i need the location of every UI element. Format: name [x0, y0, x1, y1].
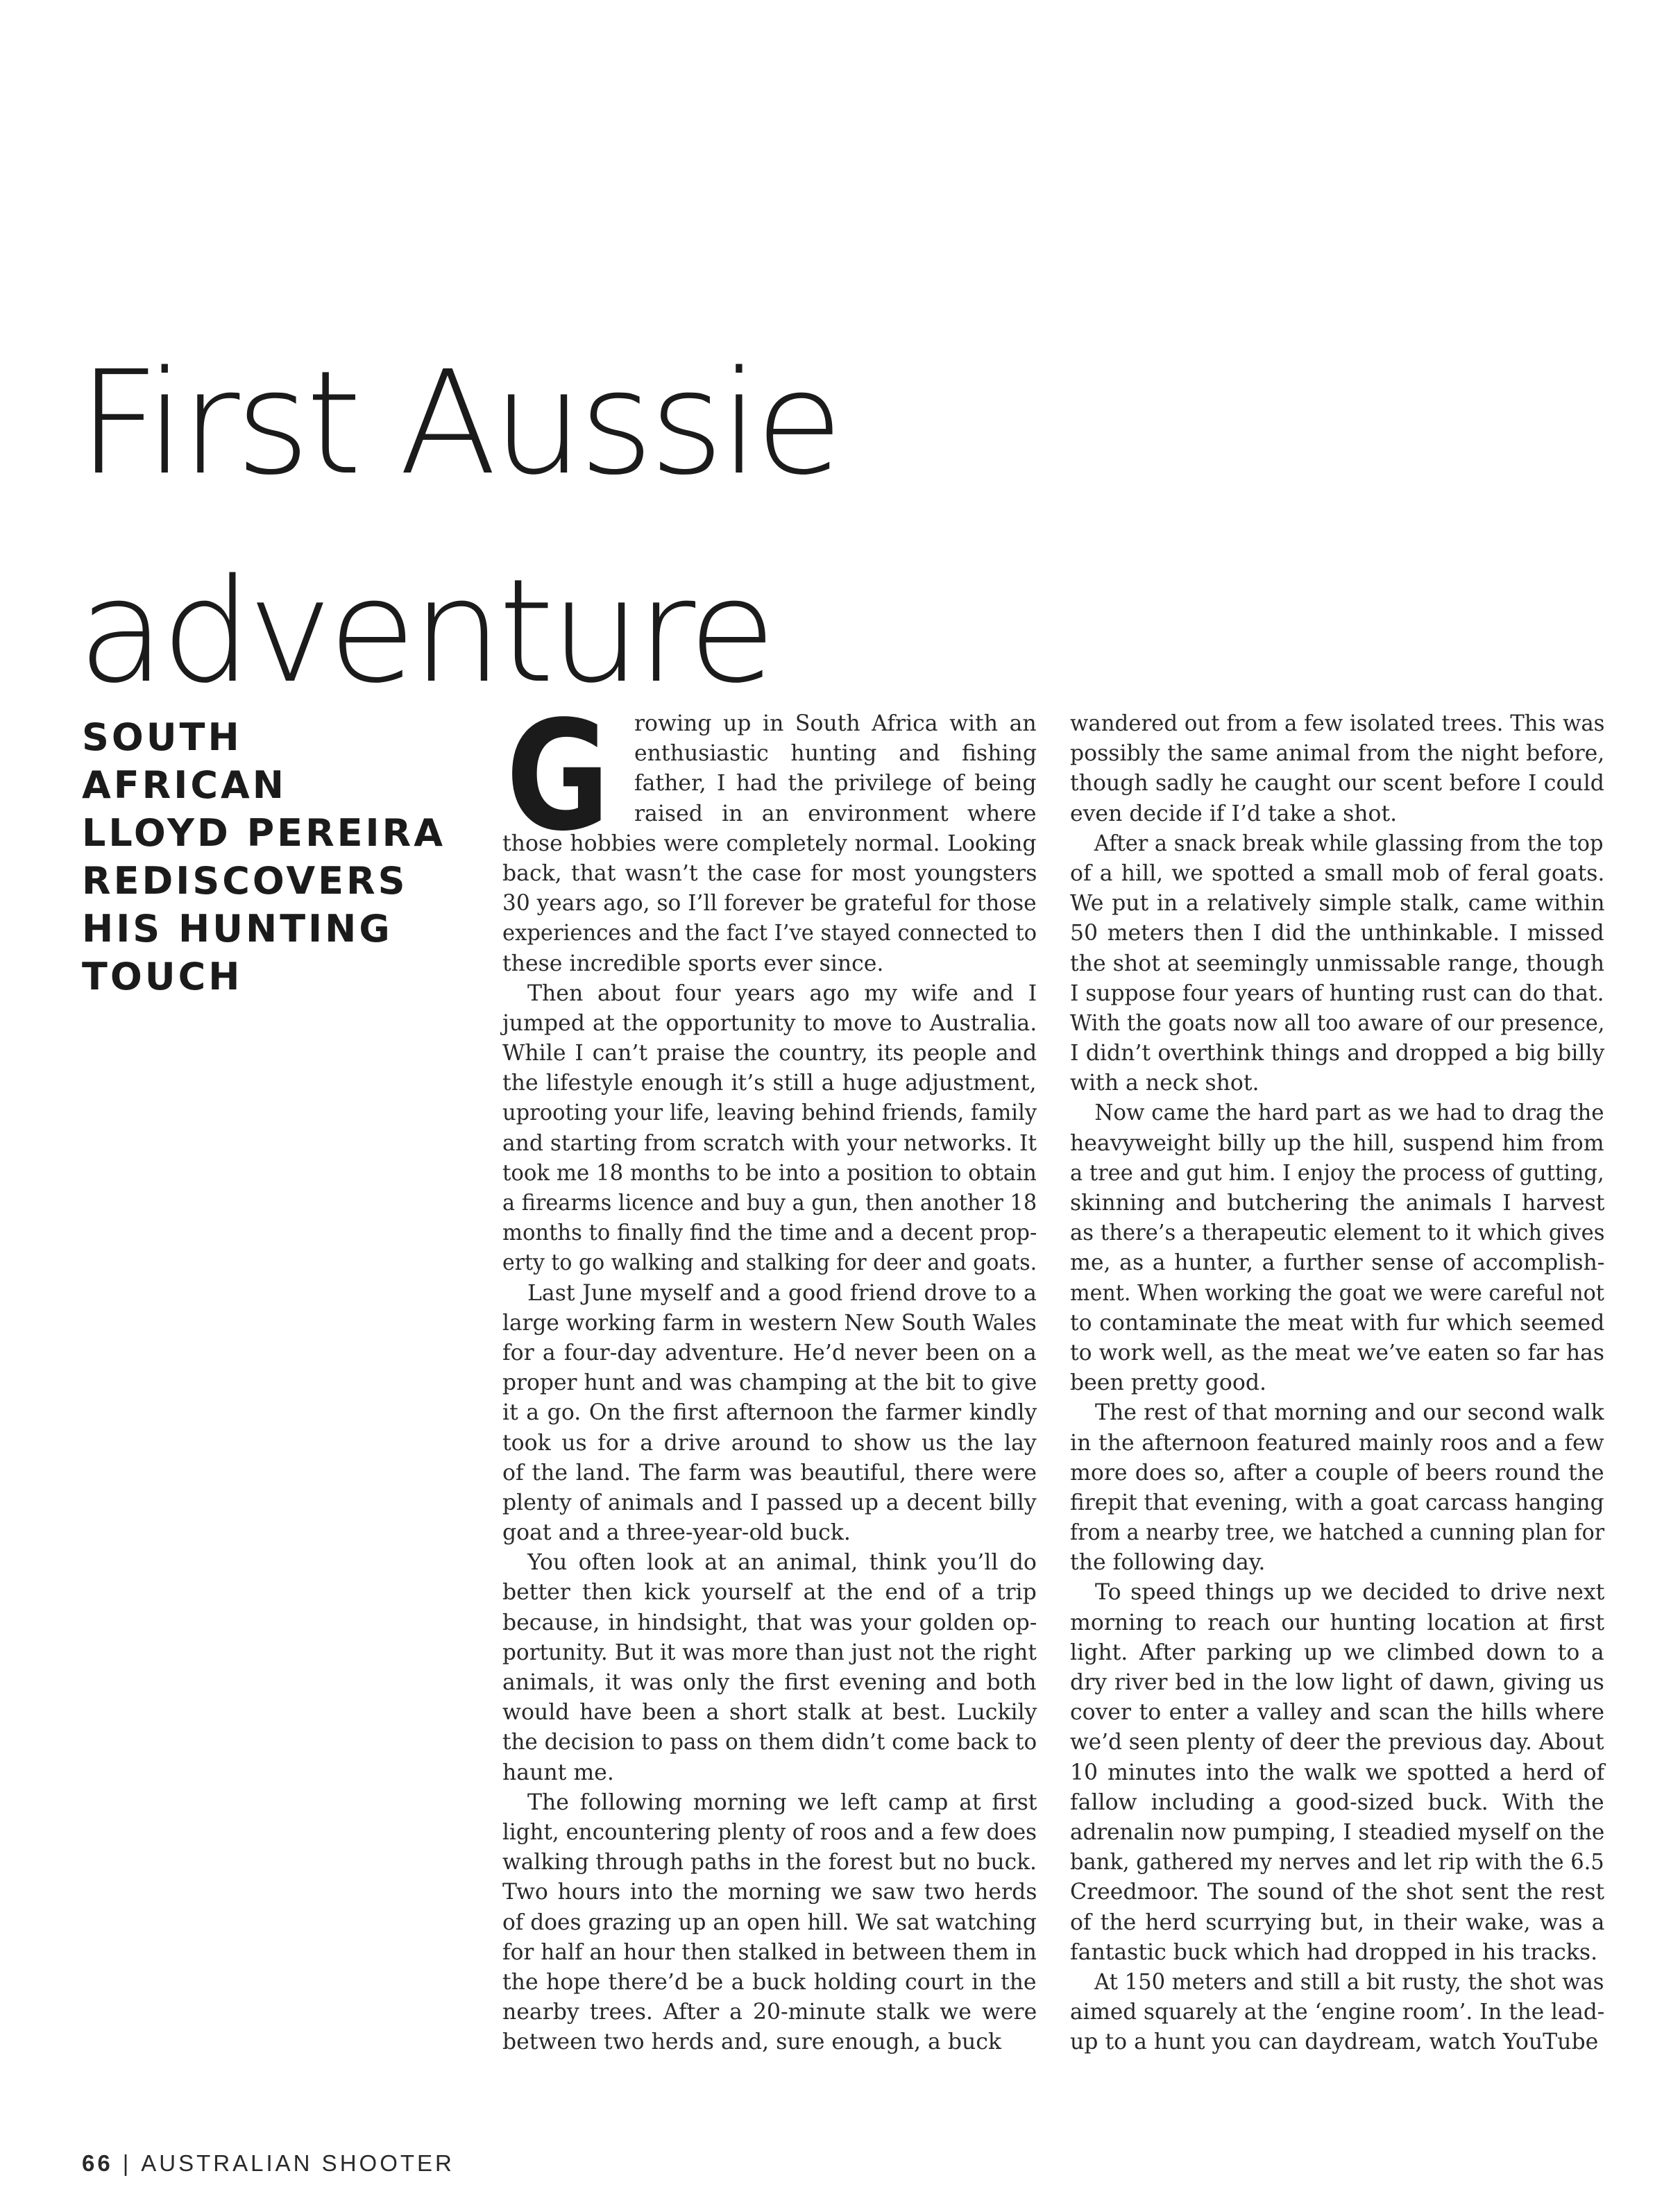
body-text-line: jumped at the opportunity to move to Australia. [502, 1010, 1037, 1036]
standfirst-line: HIS HUNTING [82, 907, 393, 951]
body-text-line: been pretty good. [1070, 1370, 1267, 1396]
headline-line: adventure [78, 548, 772, 715]
body-text-line: adrenalin now pumping, I steadied myself on the [1070, 1819, 1605, 1845]
body-text-line: back, that wasn’t the case for most youngsters [502, 860, 1037, 886]
body-text-line: in the afternoon featured mainly roos and a few [1070, 1430, 1604, 1456]
body-text-line: a tree and gut him. I enjoy the process of gutting, [1070, 1160, 1604, 1186]
page-footer [82, 2150, 455, 2177]
body-text-line: enthusiastic hunting and fishing [634, 741, 1037, 767]
body-text-line: better then kick yourself at the end of a trip [502, 1580, 1037, 1606]
body-text-line: of the herd scurrying but, in their wake, was a [1070, 1909, 1605, 1935]
body-text-line: plenty of animals and I passed up a decent billy [502, 1490, 1037, 1515]
body-text-line: morning to reach our hunting location at first [1070, 1610, 1604, 1635]
body-text-line: raised in an environment where [634, 801, 1037, 826]
body-text-line: After a snack break while glassing from the top [1094, 831, 1604, 856]
body-text-line: rowing up in South Africa with an [634, 711, 1037, 736]
body-column-2 [1070, 709, 1604, 2057]
body-text-line: even decide if I’d take a shot. [1070, 801, 1398, 826]
body-text-line: would have been a short stalk at best. Luckily [502, 1700, 1037, 1726]
body-text-line: father, I had the privilege of being [634, 771, 1037, 797]
body-text-line: light, encountering plenty of roos and a few does [502, 1819, 1037, 1845]
body-text-line: cover to enter a valley and scan the hills where [1070, 1700, 1604, 1726]
body-text-line: me, as a hunter, a further sense of accomplish- [1070, 1250, 1605, 1276]
body-text-line: these incredible sports ever since. [502, 951, 884, 976]
body-text-line: animals, it was only the first evening and both [502, 1670, 1037, 1695]
body-text-line: 50 meters then I did the unthinkable. I missed [1070, 921, 1604, 946]
body-text-line: The rest of that morning and our second walk [1095, 1400, 1604, 1426]
page-number: 66 [82, 2150, 113, 2176]
body-text-line: We put in a relatively simple stalk, came within [1070, 891, 1605, 917]
body-text-line: skinning and butchering the animals I harvest [1070, 1191, 1605, 1216]
publication-name: AUSTRALIAN SHOOTER [141, 2150, 455, 2176]
body-text-line: nearby trees. After a 20-minute stalk we were [502, 2000, 1037, 2025]
body-column-1 [502, 709, 1037, 2057]
body-text-line: we’d seen plenty of deer the previous day. About [1070, 1730, 1604, 1755]
body-text-line: 30 years ago, so I’ll forever be grateful for those [502, 891, 1037, 917]
standfirst-line: TOUCH [82, 955, 243, 998]
body-text-line: firepit that evening, with a goat carcass hanging [1070, 1490, 1604, 1515]
body-text-line: walking through paths in the forest but no buck. [502, 1850, 1037, 1875]
body-text-line: At 150 meters and still a bit rusty, the shot was [1094, 1969, 1604, 1995]
drop-cap-letter: G [506, 689, 610, 865]
article-standfirst [82, 713, 484, 1001]
body-text-line: dry river bed in the low light of dawn, giving us [1070, 1670, 1604, 1695]
standfirst-line: AFRICAN [82, 763, 287, 807]
body-text-line: took me 18 months to be into a position to obtain [502, 1160, 1037, 1186]
headline-line: First Aussie [78, 340, 840, 507]
body-text-line: the decision to pass on them didn’t come back to [502, 1730, 1037, 1755]
body-text-line: Two hours into the morning we saw two herds [502, 1880, 1037, 1905]
body-text-line: took us for a drive around to show us the lay [502, 1430, 1037, 1456]
body-text-line: haunt me. [502, 1760, 614, 1785]
body-text-line: proper hunt and was champing at the bit to give [502, 1370, 1037, 1396]
body-text-line: erty to go walking and stalking for deer and goats. [502, 1250, 1037, 1276]
body-text-line: the shot at seemingly unmissable range, though [1070, 951, 1605, 976]
body-text-line: large working farm in western New South Wales [502, 1310, 1037, 1336]
body-text-line: of does grazing up an open hill. We sat watching [502, 1909, 1037, 1935]
body-text-line: ment. When working the goat we were careful not [1070, 1280, 1604, 1306]
body-text-line: wandered out from a few isolated trees. This was [1070, 711, 1605, 736]
body-text-line: portunity. But it was more than just not the right [502, 1640, 1037, 1665]
body-text-line: though sadly he caught our scent before I could [1070, 771, 1604, 797]
body-text-line: as there’s a therapeutic element to it which gives [1070, 1220, 1605, 1246]
body-text-line: of the land. The farm was beautiful, there were [502, 1460, 1037, 1486]
body-text-line: and starting from scratch with your networks. It [502, 1130, 1037, 1156]
body-text-line: To speed things up we decided to drive next [1095, 1580, 1605, 1606]
body-text-line: the lifestyle enough it’s still a huge adjustment, [502, 1071, 1037, 1096]
body-text-line: more does so, after a couple of beers round the [1070, 1460, 1604, 1486]
body-text-line: those hobbies were completely normal. Looking [502, 831, 1037, 856]
body-text-line: Then about four years ago my wife and I [527, 980, 1037, 1006]
body-text-line: Now came the hard part as we had to drag the [1094, 1100, 1604, 1126]
body-text-line: aimed squarely at the ‘engine room’. In the lead- [1070, 2000, 1605, 2025]
body-text-line: possibly the same animal from the night before, [1070, 741, 1605, 767]
body-text-line: uprooting your life, leaving behind friends, family [502, 1100, 1037, 1126]
body-text-line: for half an hour then stalked in between them in [502, 1939, 1037, 1965]
body-text-line: the following day. [1070, 1550, 1266, 1576]
standfirst-line: LLOYD PEREIRA [82, 811, 446, 855]
body-text-line: of a hill, we spotted a small mob of feral goats. [1070, 860, 1605, 886]
body-text-line: 10 minutes into the walk we spotted a herd of [1070, 1760, 1605, 1785]
body-text-line: between two herds and, sure enough, a buck [502, 2030, 1001, 2055]
body-text-line: to contaminate the meat with fur which seemed [1070, 1310, 1605, 1336]
body-text-line: it a go. On the first afternoon the farmer kindly [502, 1400, 1037, 1426]
body-text-line: Last June myself and a good friend drove to a [527, 1280, 1037, 1306]
article-headline [78, 319, 1188, 735]
body-text-line: up to a hunt you can daydream, watch YouTube [1070, 2030, 1599, 2055]
body-text-line: You often look at an animal, think you’ll do [527, 1550, 1037, 1576]
body-text-line: a firearms licence and buy a gun, then another 18 [502, 1191, 1037, 1216]
body-text-line: from a nearby tree, we hatched a cunning plan for [1070, 1520, 1605, 1546]
standfirst-line: SOUTH [82, 715, 242, 759]
body-text-line: to work well, as the meat we’ve eaten so far has [1070, 1340, 1604, 1366]
body-text-line: for a four-day adventure. He’d never been on a [502, 1340, 1037, 1366]
body-text-line: With the goats now all too aware of our presence, [1070, 1010, 1605, 1036]
footer-separator: | [122, 2150, 132, 2176]
body-text-line: The following morning we left camp at first [527, 1789, 1037, 1815]
standfirst-line: REDISCOVERS [82, 859, 408, 903]
body-text-line: While I can’t praise the country, its people and [502, 1041, 1037, 1066]
body-text-line: the hope there’d be a buck holding court in the [502, 1969, 1037, 1995]
body-text-line: experiences and the fact I’ve stayed connected to [502, 921, 1037, 946]
body-text-line: months to finally find the time and a decent prop- [502, 1220, 1037, 1246]
body-text-line: bank, gathered my nerves and let rip with the 6.5 [1070, 1850, 1604, 1875]
body-text-line: goat and a three-year-old buck. [502, 1520, 851, 1546]
body-text-line: light. After parking up we climbed down to a [1070, 1640, 1604, 1665]
body-text-line: heavyweight billy up the hill, suspend him from [1070, 1130, 1604, 1156]
body-text-line: because, in hindsight, that was your golden op- [502, 1610, 1037, 1635]
body-text-line: with a neck shot. [1070, 1071, 1259, 1096]
body-text-line: fantastic buck which had dropped in his tracks. [1070, 1939, 1598, 1965]
body-text-line: I suppose four years of hunting rust can do that. [1070, 980, 1604, 1006]
body-text-line: fallow including a good-sized buck. With the [1070, 1789, 1604, 1815]
body-text-line: I didn’t overthink things and dropped a big billy [1070, 1041, 1605, 1066]
body-text-line: Creedmoor. The sound of the shot sent the rest [1070, 1880, 1605, 1905]
